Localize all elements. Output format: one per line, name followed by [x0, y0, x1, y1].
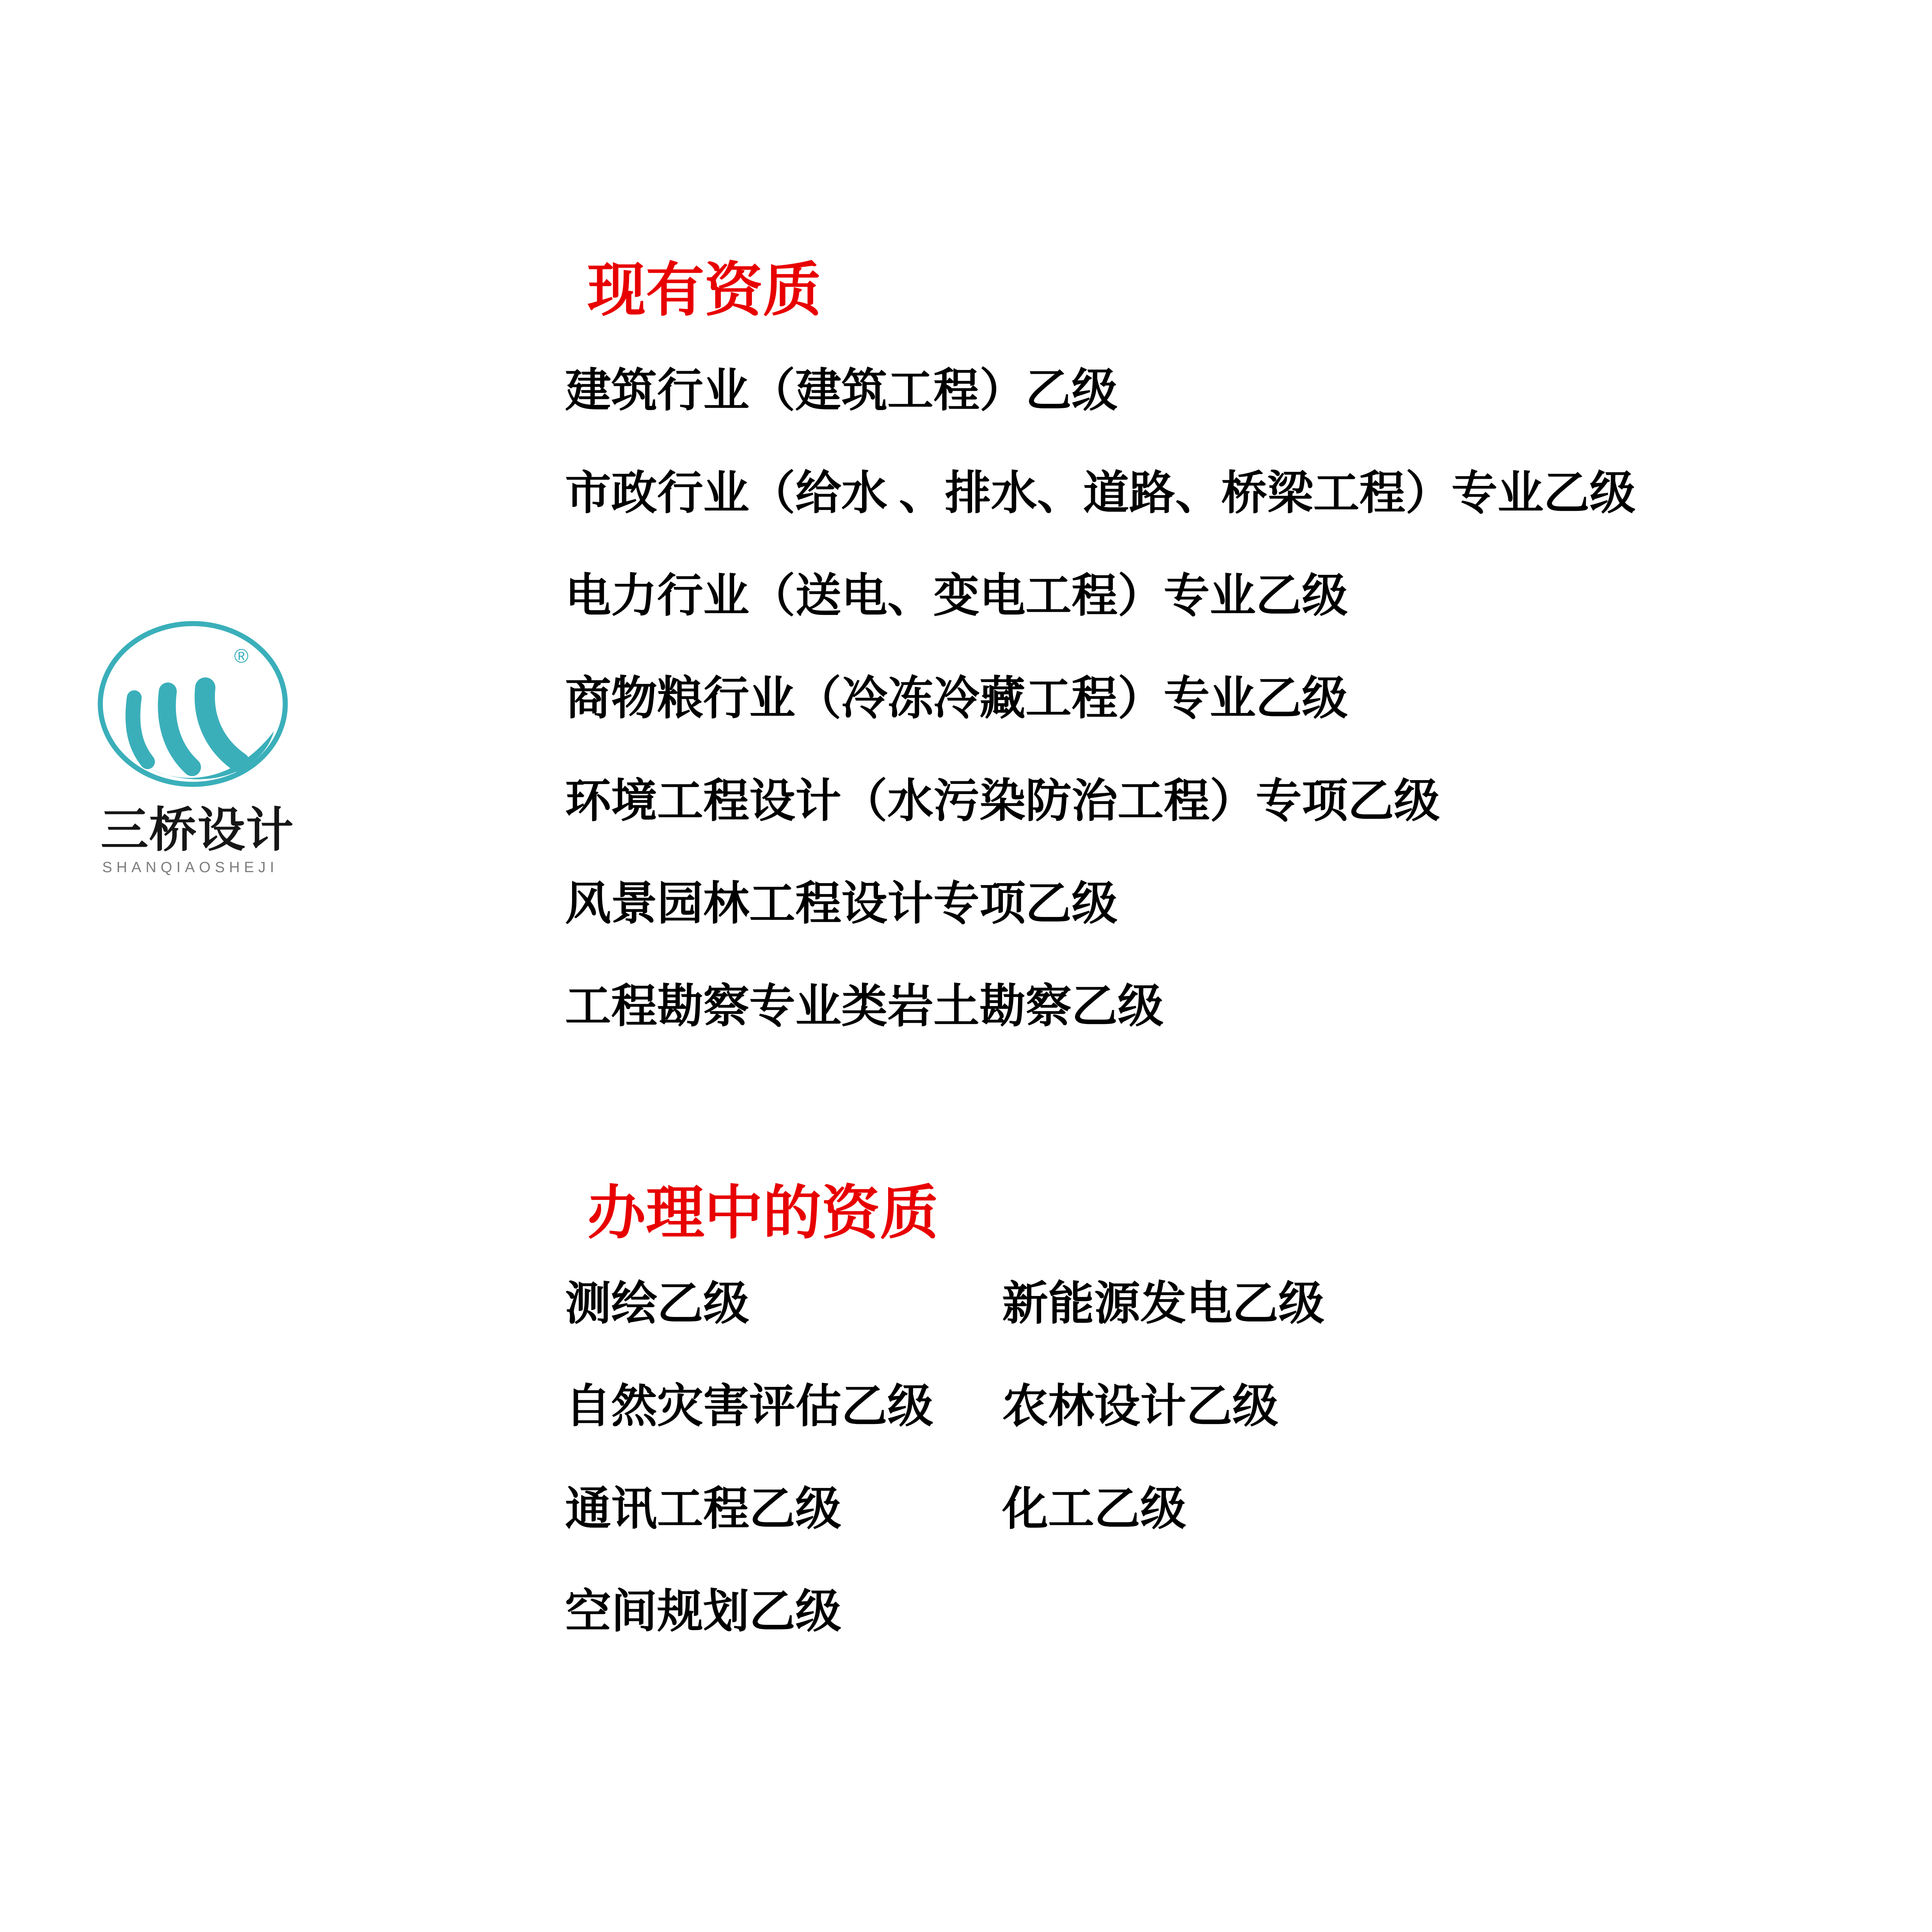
- qualification-item: 市政行业（给水 、排水、道路、桥梁工程）专业乙级: [565, 468, 1636, 519]
- pending-qualification-item: 农林设计乙级: [1002, 1381, 1279, 1432]
- qualification-item: 风景园林工程设计专项乙级: [565, 878, 1118, 930]
- logo-company-name: 三桥设计: [101, 803, 294, 857]
- qualification-item: 商物粮行业（冷冻冷藏工程）专业乙级: [565, 673, 1348, 724]
- registered-trademark-icon: ®: [234, 645, 249, 667]
- pending-qualifications-list: [565, 1253, 1324, 1663]
- existing-qualifications-title: 现有资质: [587, 258, 822, 323]
- pending-qualification-item: 化工乙级: [1002, 1484, 1187, 1535]
- pending-qualification-item: 测绘乙级: [565, 1278, 750, 1329]
- qualification-item: 电力行业（送电、变电工程）专业乙级: [565, 571, 1348, 622]
- logo-company-name-latin: SHANQIAOSHEJI: [102, 859, 279, 876]
- qualification-item: 工程勘察专业类岩土勘察乙级: [565, 981, 1164, 1032]
- pending-qualifications-title: 办理中的资质: [587, 1181, 939, 1246]
- qualification-item: 环境工程设计（水污染防治工程）专项乙级: [565, 776, 1440, 827]
- company-logo: [98, 620, 316, 875]
- pending-qualification-item: 通讯工程乙级: [565, 1484, 842, 1535]
- pending-qualification-item-empty: [1002, 1561, 1324, 1663]
- existing-qualifications-list: [565, 339, 1636, 1058]
- pending-qualification-item: 自然灾害评估乙级: [565, 1381, 934, 1432]
- pending-qualification-item: 新能源发电乙级: [1002, 1278, 1325, 1329]
- wave-circle-logo-icon: [98, 620, 290, 787]
- qualification-item: 建筑行业（建筑工程）乙级: [565, 365, 1118, 416]
- pending-qualification-item: 空间规划乙级: [565, 1586, 842, 1637]
